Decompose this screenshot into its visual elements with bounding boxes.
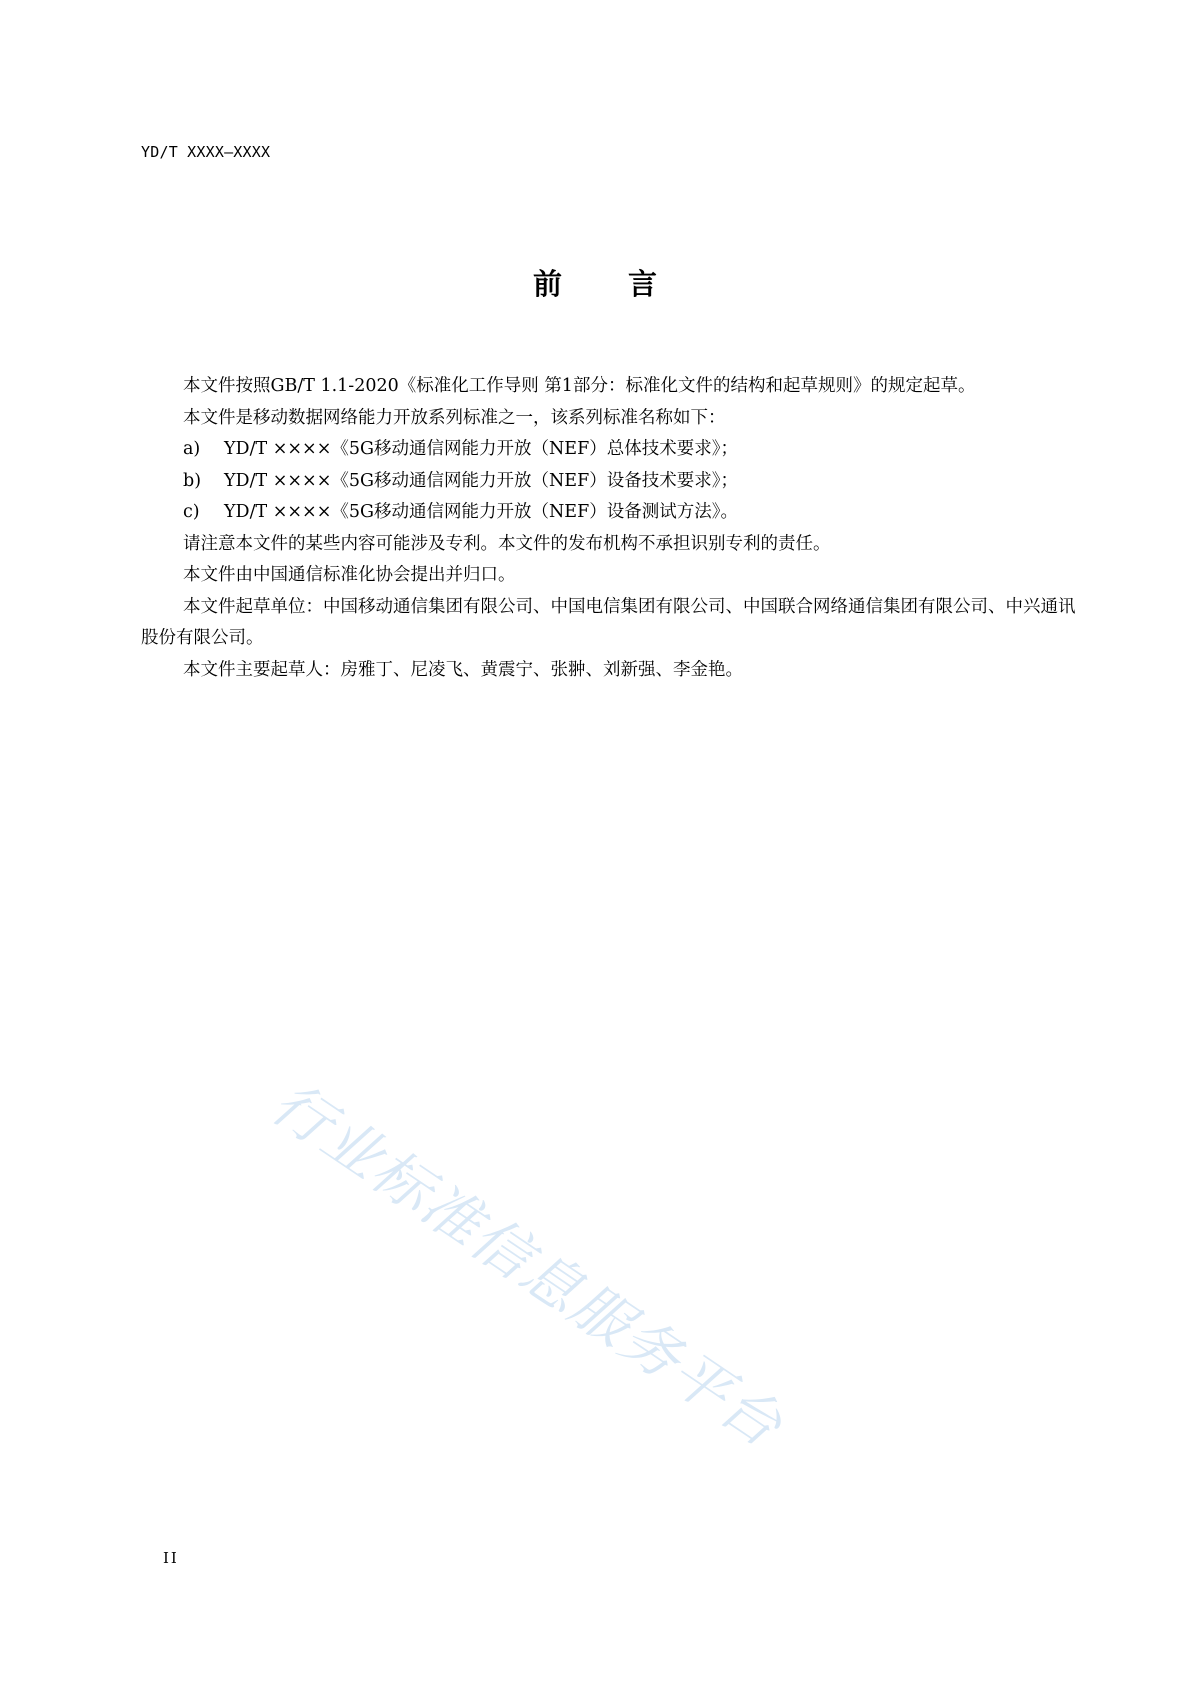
title-char-2: 言 [628, 267, 658, 301]
title-char-1: 前 [532, 267, 562, 301]
list-item [141, 497, 1076, 529]
paragraph-patent-notice: 请注意本文件的某些内容可能涉及专利。本文件的发布机构不承担识别专利的责任。 [183, 533, 831, 554]
list-marker: a) [183, 439, 201, 459]
list-item [141, 434, 1076, 466]
page-title [0, 262, 1190, 303]
paragraph-drafting-units: 本文件起草单位：中国移动通信集团有限公司、中国电信集团有限公司、中国联合网络通信集团有限公司、中兴通讯股份有限公司。 [141, 596, 1076, 648]
paragraph-series-intro: 本文件是移动数据网络能力开放系列标准之一，该系列标准名称如下： [183, 407, 726, 428]
page-number: II [163, 1549, 179, 1567]
paragraph-drafting-rules: 本文件按照GB/T 1.1-2020《标准化工作导则 第1部分：标准化文件的结构和起草规则》的规定起草。 [183, 376, 976, 396]
list-item-text: YD/T ××××《5G移动通信网能力开放（NEF）总体技术要求》； [224, 439, 738, 459]
list-marker: c) [183, 502, 200, 522]
foreword-body [141, 371, 1076, 686]
paragraph-proposer: 本文件由中国通信标准化协会提出并归口。 [183, 565, 516, 585]
list-item-text: YD/T ××××《5G移动通信网能力开放（NEF）设备技术要求》； [224, 470, 738, 491]
document-code: YD/T XXXX—XXXX [141, 143, 271, 161]
paragraph-drafters: 本文件主要起草人：房雅丁、尼凌飞、黄震宁、张翀、刘新强、李金艳。 [183, 659, 743, 680]
list-marker: b) [183, 470, 202, 491]
list-item-text: YD/T ××××《5G移动通信网能力开放（NEF）设备测试方法》。 [224, 502, 738, 522]
watermark: 行业标准信息服务平台 [259, 1068, 796, 1461]
list-item [141, 466, 1076, 498]
